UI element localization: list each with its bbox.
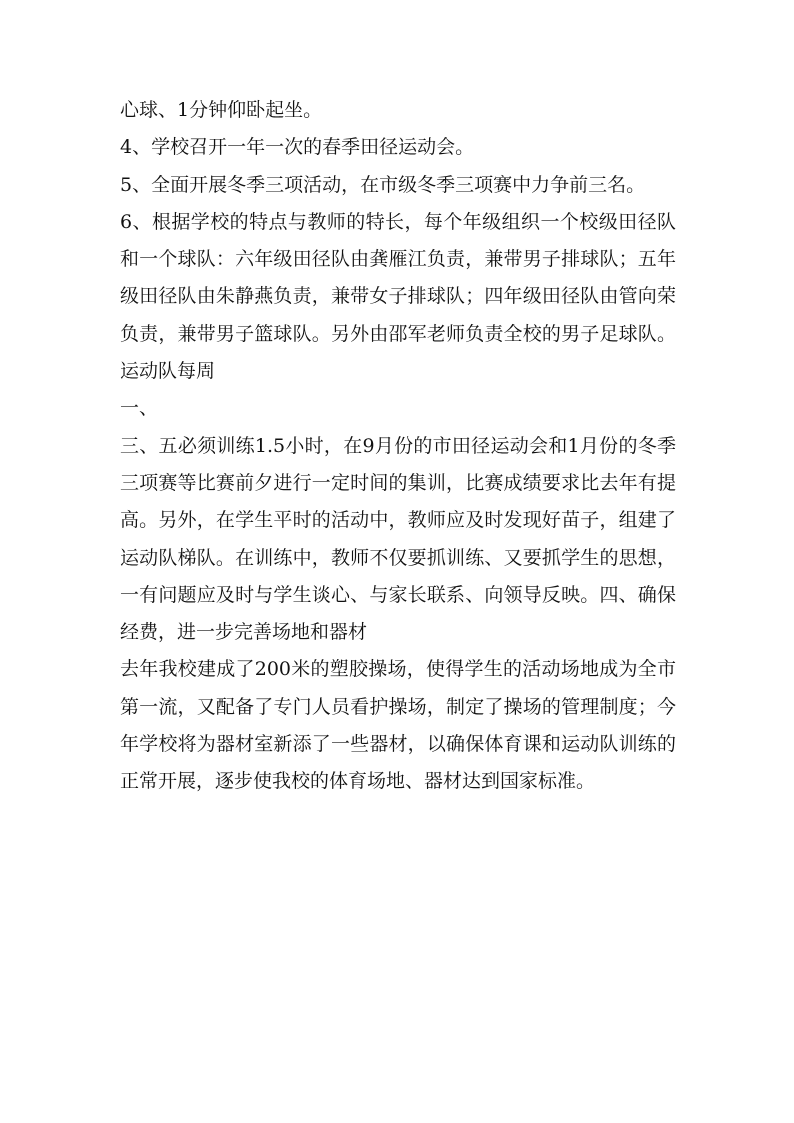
paragraph-1: 心球、1分钟仰卧起坐。 — [120, 99, 323, 121]
paragraph-3: 5、全面开展冬季三项活动，在市级冬季三项赛中力争前三名。 — [120, 173, 646, 196]
paragraph-5: 一、 — [120, 397, 159, 420]
paragraph-6: 三、五必须训练1.5小时，在9月份的市田径运动会和1月份的冬季三项赛等比赛前夕进行一定时间的集训，比赛成绩要求比去年有提高。另外，在学生平时的活动中，教师应及时发现好苗子，组建了运动队梯队。在训练中，教师不仅要抓训练、又要抓学生的思想，一有问题应及时与学生谈心、与家长联系、向领导反映。四、确保经费，进一步完善场地和器材 — [120, 434, 676, 644]
paragraph-7: 去年我校建成了200米的塑胶操场，使得学生的活动场地成为全市第一流，又配备了专门人员看护操场，制定了操场的管理制度；今年学校将为器材室新添了一些器材，以确保体育课和运动队训练的正常开展，逐步使我校的体育场地、器材达到国家标准。 — [120, 658, 676, 793]
paragraph-2: 4、学校召开一年一次的春季田径运动会。 — [120, 136, 475, 159]
paragraph-4: 6、根据学校的特点与教师的特长，每个年级组织一个校级田径队和一个球队：六年级田径队由龚雁江负责，兼带男子排球队；五年级田径队由朱静燕负责，兼带女子排球队；四年级田径队由管向荣负责，兼带男子篮球队。另外由邵军老师负责全校的男子足球队。运动队每周 — [120, 210, 676, 383]
document-body — [120, 92, 676, 801]
